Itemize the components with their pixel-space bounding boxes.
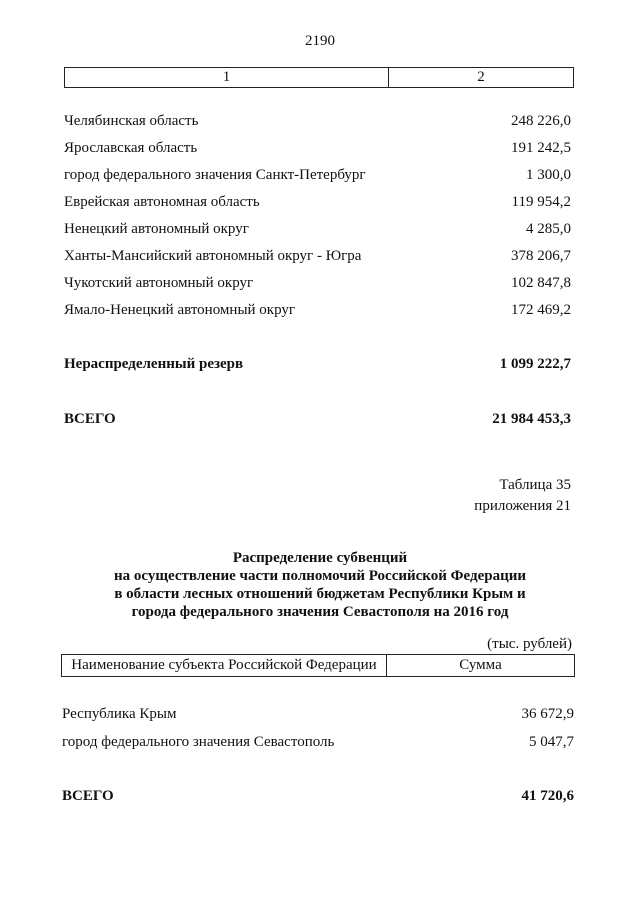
row-name: город федерального значения Севастополь <box>62 734 335 750</box>
table-row <box>0 165 640 185</box>
row-name: Ханты-Мансийский автономный округ - Югра <box>64 248 362 264</box>
table-reference <box>474 475 571 517</box>
table-row <box>0 219 640 239</box>
table-reference-line1: Таблица 35 <box>499 477 571 493</box>
table2-header <box>61 654 575 677</box>
row-name: Еврейская автономная область <box>64 194 260 210</box>
table2-header-col2: Сумма <box>386 655 574 676</box>
row-name: Республика Крым <box>62 706 177 722</box>
row-value: 378 206,7 <box>511 248 571 264</box>
table-row <box>0 273 640 293</box>
total-value: 21 984 453,3 <box>492 411 571 427</box>
row-value: 36 672,9 <box>521 706 574 722</box>
section-title <box>0 549 640 621</box>
table1-header-col1: 1 <box>222 69 231 85</box>
total-label: ВСЕГО <box>62 788 114 804</box>
table-row <box>0 732 640 752</box>
reserve-label: Нераспределенный резерв <box>64 356 244 372</box>
title-line3: в области лесных отношений бюджетам Республики Крым и <box>114 586 526 602</box>
total-row <box>0 409 640 429</box>
page-number: 2190 <box>305 33 335 49</box>
row-value: 4 285,0 <box>526 221 571 237</box>
reserve-row <box>0 354 640 374</box>
total-row <box>0 786 640 806</box>
title-line4: города федерального значения Севастополя на 2016 год <box>131 604 509 620</box>
row-value: 102 847,8 <box>511 275 571 291</box>
units-label: (тыс. рублей) <box>487 636 572 652</box>
table-row <box>0 138 640 158</box>
reserve-value: 1 099 222,7 <box>499 356 571 372</box>
table1-header <box>64 67 574 88</box>
table1-header-col2: 2 <box>388 68 573 87</box>
table-row <box>0 111 640 131</box>
row-name: город федерального значения Санкт-Петербург <box>64 167 366 183</box>
title-line1: Распределение субвенций <box>232 550 408 566</box>
row-value: 1 300,0 <box>526 167 571 183</box>
table2-header-col1: Наименование субъекта Российской Федерации <box>71 657 377 673</box>
table-row <box>0 704 640 724</box>
row-value: 191 242,5 <box>511 140 571 156</box>
total-label: ВСЕГО <box>64 411 116 427</box>
title-line2: на осуществление части полномочий Российской Федерации <box>113 568 527 584</box>
row-value: 5 047,7 <box>529 734 574 750</box>
row-value: 119 954,2 <box>511 194 571 210</box>
table-row <box>0 192 640 212</box>
row-name: Ярославская область <box>64 140 198 156</box>
table-row <box>0 246 640 266</box>
row-name: Ямало-Ненецкий автономный округ <box>64 302 296 318</box>
row-name: Чукотский автономный округ <box>64 275 254 291</box>
table-row <box>0 300 640 320</box>
total-value: 41 720,6 <box>521 788 574 804</box>
row-name: Челябинская область <box>64 113 199 129</box>
row-value: 248 226,0 <box>511 113 571 129</box>
row-value: 172 469,2 <box>511 302 571 318</box>
row-name: Ненецкий автономный округ <box>64 221 249 237</box>
table-reference-line2: приложения 21 <box>474 498 571 514</box>
